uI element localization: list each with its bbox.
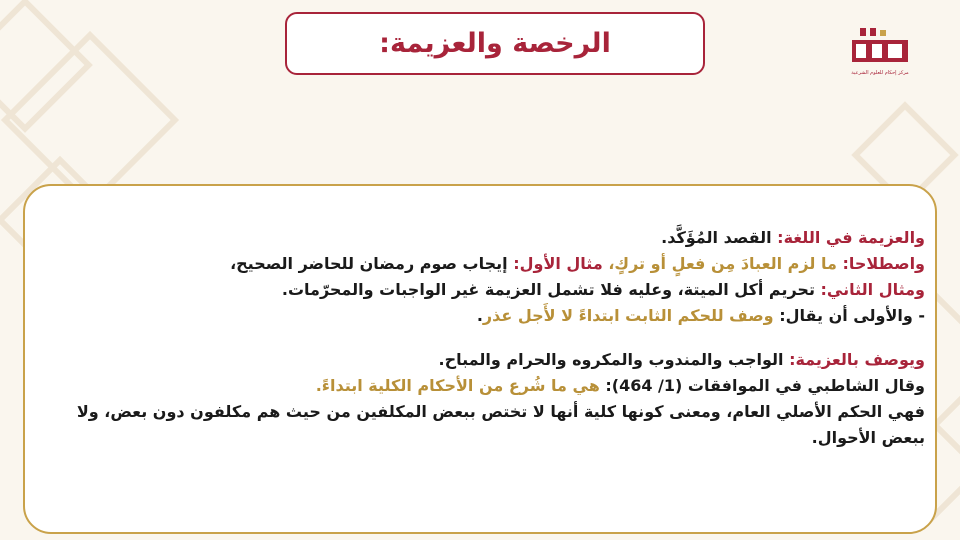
lexical-definition-line <box>55 225 925 251</box>
logo-subtitle: مركز إحكام للعلوم الشرعية <box>851 70 909 76</box>
second-example-label: ومثال الثاني: <box>820 280 925 299</box>
technical-definition-line <box>55 251 925 277</box>
explanation-paragraph: فهي الحكم الأصلي العام، ومعنى كونها كلية أنها لا تختص ببعض المكلفين من حيث هم مكلفون دون بعض، ولا ببعض الأحوال. <box>76 402 925 447</box>
logo-icon <box>848 28 912 96</box>
second-example-text: تحريم أكل الميتة، وعليه فلا تشمل العزيمة غير الواجبات والمحرّمات. <box>281 280 815 299</box>
content-text <box>55 225 925 447</box>
technical-label: واصطلاحا: <box>842 254 925 273</box>
shatibi-quote-line <box>55 373 925 399</box>
preferred-definition: وصف للحكم الثابت ابتداءً لا لأَجل عذر <box>482 306 774 325</box>
second-example-line <box>55 277 925 303</box>
first-example-text: إيجاب صوم رمضان للحاضر الصحيح، <box>230 254 508 273</box>
first-example-label: مثال الأول: <box>513 254 603 273</box>
preferred-definition-line <box>55 303 925 329</box>
title-box <box>285 12 705 75</box>
described-label: ويوصف بالعزيمة: <box>789 350 925 369</box>
technical-definition: ما لزم العبادَ مِن فعلٍ أو تركٍ، <box>608 254 837 273</box>
shatibi-quote: هي ما شُرع من الأحكام الكلية ابتداءً. <box>315 376 600 395</box>
page-title: الرخصة والعزيمة: <box>379 28 611 59</box>
lexical-text: القصد المُؤَكَّد. <box>661 228 772 247</box>
described-text: الواجب والمندوب والمكروه والحرام والمباح. <box>438 350 784 369</box>
lexical-label: والعزيمة في اللغة: <box>777 228 925 247</box>
preferred-suffix: . <box>476 306 483 325</box>
preferred-prefix: - والأولى أن يقال: <box>779 306 925 325</box>
described-with-line <box>55 347 925 373</box>
shatibi-prefix: وقال الشاطبي في الموافقات (1/ 464): <box>605 376 925 395</box>
